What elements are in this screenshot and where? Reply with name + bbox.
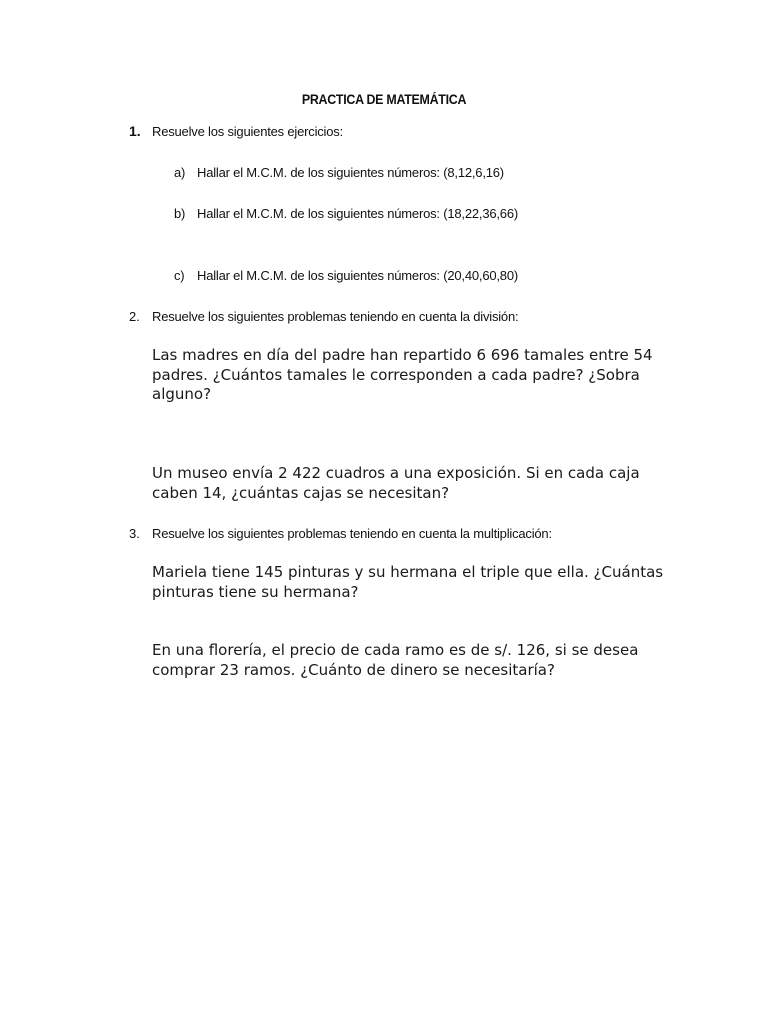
division-problem-1: Las madres en día del padre han repartido 6 696 tamales entre 54 padres. ¿Cuántos tamales le corresponden a cada padre? ¿Sobra alguno?	[152, 346, 653, 403]
item-a-marker: a)	[174, 165, 186, 180]
section-1-number: 1.	[129, 123, 141, 139]
section-2-number: 2.	[129, 309, 140, 324]
item-b-marker: b)	[174, 206, 186, 221]
item-c-text: Hallar el M.C.M. de los siguientes números: (20,40,60,80)	[197, 268, 518, 283]
section-3-heading: Resuelve los siguientes problemas teniendo en cuenta la multiplicación:	[152, 526, 552, 541]
item-c-marker: c)	[174, 268, 185, 283]
section-1-heading: Resuelve los siguientes ejercicios:	[152, 124, 343, 139]
multiplication-problem-1: Mariela tiene 145 pinturas y su hermana el triple que ella. ¿Cuántas pinturas tiene su hermana?	[152, 563, 664, 601]
item-b-text: Hallar el M.C.M. de los siguientes números: (18,22,36,66)	[197, 206, 518, 221]
section-2-heading: Resuelve los siguientes problemas teniendo en cuenta la división:	[152, 309, 519, 324]
page-title: PRACTICA DE MATEMÁTICA	[301, 92, 467, 107]
multiplication-problem-2: En una florería, el precio de cada ramo es de s/. 126, si se desea comprar 23 ramos. ¿Cuánto de dinero se necesitaría?	[152, 641, 639, 679]
section-3-number: 3.	[129, 526, 140, 541]
item-a-text: Hallar el M.C.M. de los siguientes números: (8,12,6,16)	[197, 165, 504, 180]
division-problem-2: Un museo envía 2 422 cuadros a una exposición. Si en cada caja caben 14, ¿cuántas cajas se necesitan?	[152, 464, 640, 502]
